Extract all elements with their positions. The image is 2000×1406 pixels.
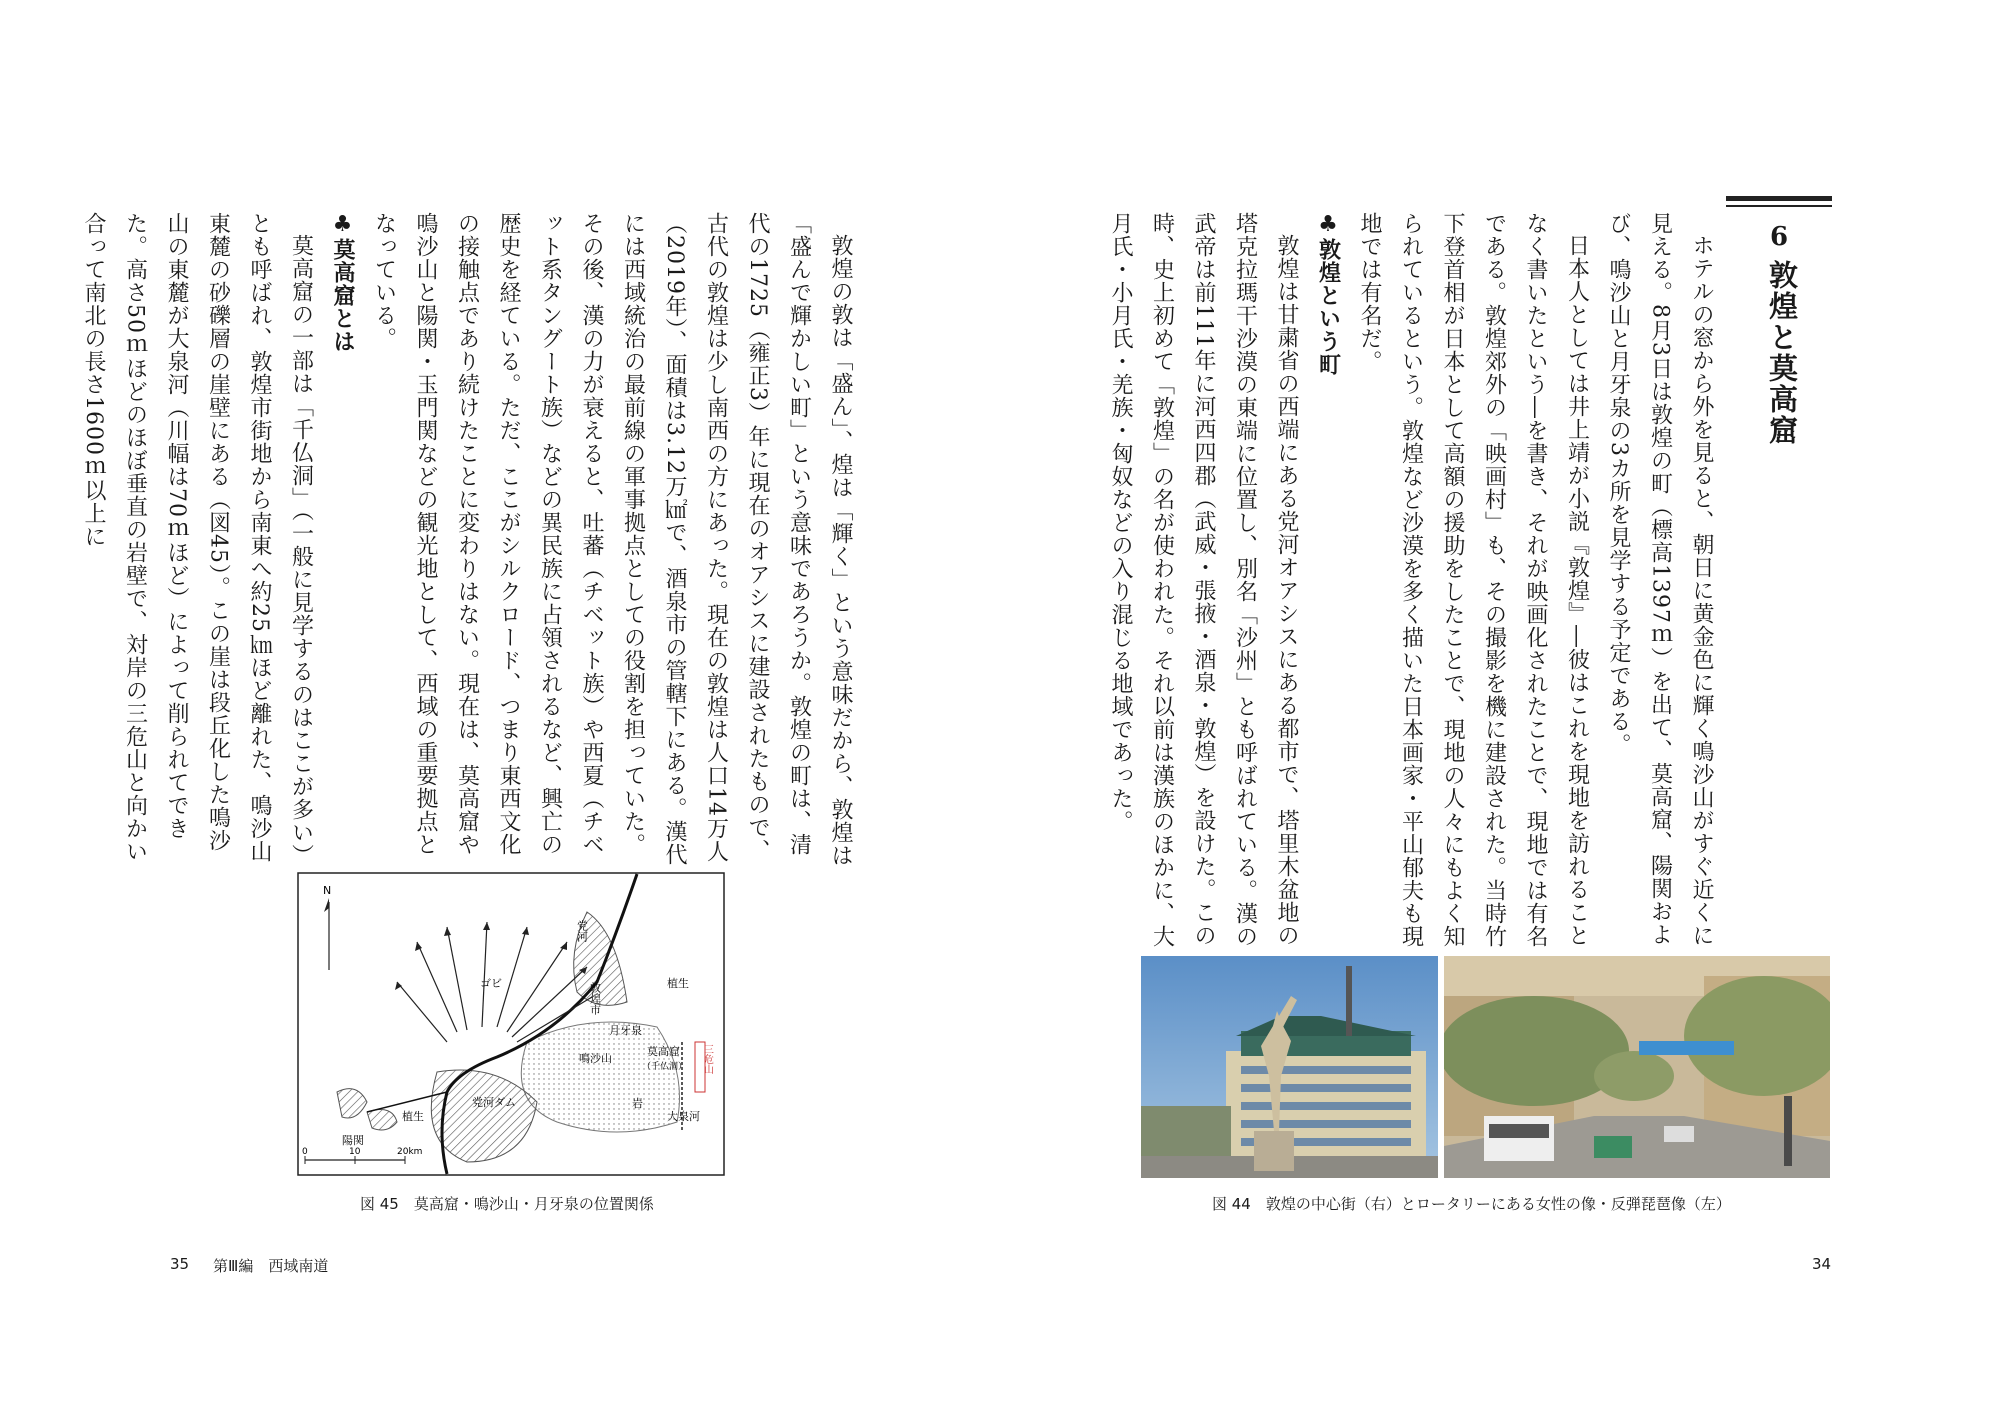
map-label-city: 敦煌市 bbox=[588, 982, 602, 1015]
map-label-mogao: 莫高窟 bbox=[647, 1045, 680, 1058]
map-label-rock: 岩 bbox=[632, 1097, 643, 1110]
paragraph: 日本人としては井上靖が小説『敦煌』―彼はこれを現地を訪れることなく書いたという―を書き、それが映画化されたことで、現地では有名である。敦煌郊外の「映画村」も、その撮影を機に建設された。当時竹下登首相が日本として高額の援助をしたことで、現地の人々にもよく知られているという。敦煌など沙漠を多く描いた日本画家・平山郁夫も現地では有名だ。 bbox=[1357, 212, 1590, 948]
left-page-body bbox=[73, 212, 862, 872]
chapter-rule-thin bbox=[1726, 205, 1832, 207]
map-scale-0: 0 bbox=[302, 1147, 308, 1157]
page-number-left: 35 bbox=[170, 1255, 190, 1273]
chapter-heading bbox=[1726, 196, 1832, 496]
map-label-daquan: 大泉河 bbox=[667, 1110, 700, 1123]
map-label-gobi: ゴビ bbox=[480, 977, 502, 990]
map-label-vegetation: 植生 bbox=[667, 977, 689, 990]
map-scale-10: 10 bbox=[349, 1147, 361, 1157]
paragraph: 莫高窟の一部は「千仏洞」（一般に見学するのはここが多い）とも呼ばれ、敦煌市街地から南東へ約25㎞ほど離れた、鳴沙山東麓の砂礫層の崖壁にある（図45）。この崖は段丘化した鳴沙山の東麓が大泉河（川幅は70ｍほど）によって削られてできた。高さ50ｍほどのほぼ垂直の岩壁で、対岸の三危山と向かい合って南北の長さ1600ｍ以上に bbox=[81, 212, 314, 867]
map-label-dam: 党河ダム bbox=[472, 1096, 516, 1109]
photo-statue-rotary bbox=[1141, 956, 1438, 1178]
map-label-river: 党河 bbox=[575, 920, 589, 942]
map-label-sanwei: 三危山 bbox=[701, 1044, 713, 1074]
running-head: 第Ⅲ編 西域南道 bbox=[213, 1257, 329, 1275]
figure-caption-44: 図 44 敦煌の中心街（右）とロータリーにある女性の像・反弾琵琶像（左） bbox=[1212, 1195, 1731, 1213]
map-figure-45 bbox=[297, 872, 725, 1176]
chapter-title: 敦煌と莫高窟 bbox=[1765, 260, 1799, 446]
paragraph: 敦煌の敦は「盛ん」、煌は「輝く」という意味だから、敦煌は「盛んで輝かしい町」という意味であろうか。敦煌の町は、清代の1725（雍正3）年に現在のオアシスに建設されたもので、古代の敦煌は少し南西の方にあった。現在の敦煌は人口14万人（2019年）、面積は3.12万㎢で、酒泉市の管轄下にある。漢代には西域統治の最前線の軍事拠点としての役割を担っていた。その後、漢の力が衰えると、吐蕃（チベット族）や西夏（チベット系タングート族）などの異民族に占領されるなど、興亡の歴史を経ている。ただ、ここがシルクロード、つまり東西文化の接触点であり続けたことに変わりはない。現在は、莫高窟や鳴沙山と陽関・玉門関などの観光地として、西域の重要拠点となっている。 bbox=[371, 212, 853, 867]
paragraph: 敦煌は甘粛省の西端にある党河オアシスにある都市で、塔里木盆地の塔克拉瑪干沙漠の東端に位置し、別名「沙州」とも呼ばれている。漢の武帝は前111年に河西四郡（武威・張掖・酒泉・敦煌）を設けた。この時、史上初めて「敦煌」の名が使われた。それ以前は漢族のほかに、大月氏・小月氏・羌族・匈奴などの入り混じる地域であった。 bbox=[1108, 212, 1299, 948]
figure-caption-45: 図 45 莫高窟・鳴沙山・月牙泉の位置関係 bbox=[360, 1195, 654, 1213]
map-north-label: N bbox=[323, 884, 332, 897]
section-heading: ♣敦煌という町 bbox=[1315, 212, 1341, 376]
map-label-vegetation-2: 植生 bbox=[402, 1110, 424, 1123]
right-page-body bbox=[1100, 212, 1723, 967]
map-label-crescent-spring: 月牙泉 bbox=[609, 1024, 642, 1037]
chapter-rule-thick bbox=[1726, 196, 1832, 201]
map-scale-20: 20km bbox=[397, 1147, 423, 1157]
page-number-right: 34 bbox=[1812, 1255, 1832, 1273]
photo-city-street bbox=[1444, 956, 1830, 1178]
section-heading: ♣莫高窟とは bbox=[330, 212, 355, 353]
map-label-mingsha: 鳴沙山 bbox=[579, 1052, 612, 1065]
map-label-yangguan: 陽関 bbox=[342, 1134, 364, 1147]
paragraph: ホテルの窓から外を見ると、朝日に黄金色に輝く鳴沙山がすぐ近くに見える。8月3日は敦煌の町（標高1397ｍ）を出て、莫高窟、陽関および、鳴沙山と月牙泉の3カ所を見学する予定である。 bbox=[1606, 212, 1714, 947]
chapter-number: 6 bbox=[1769, 222, 1789, 252]
map-label-mogao-sub: （千仏洞） bbox=[642, 1062, 688, 1072]
